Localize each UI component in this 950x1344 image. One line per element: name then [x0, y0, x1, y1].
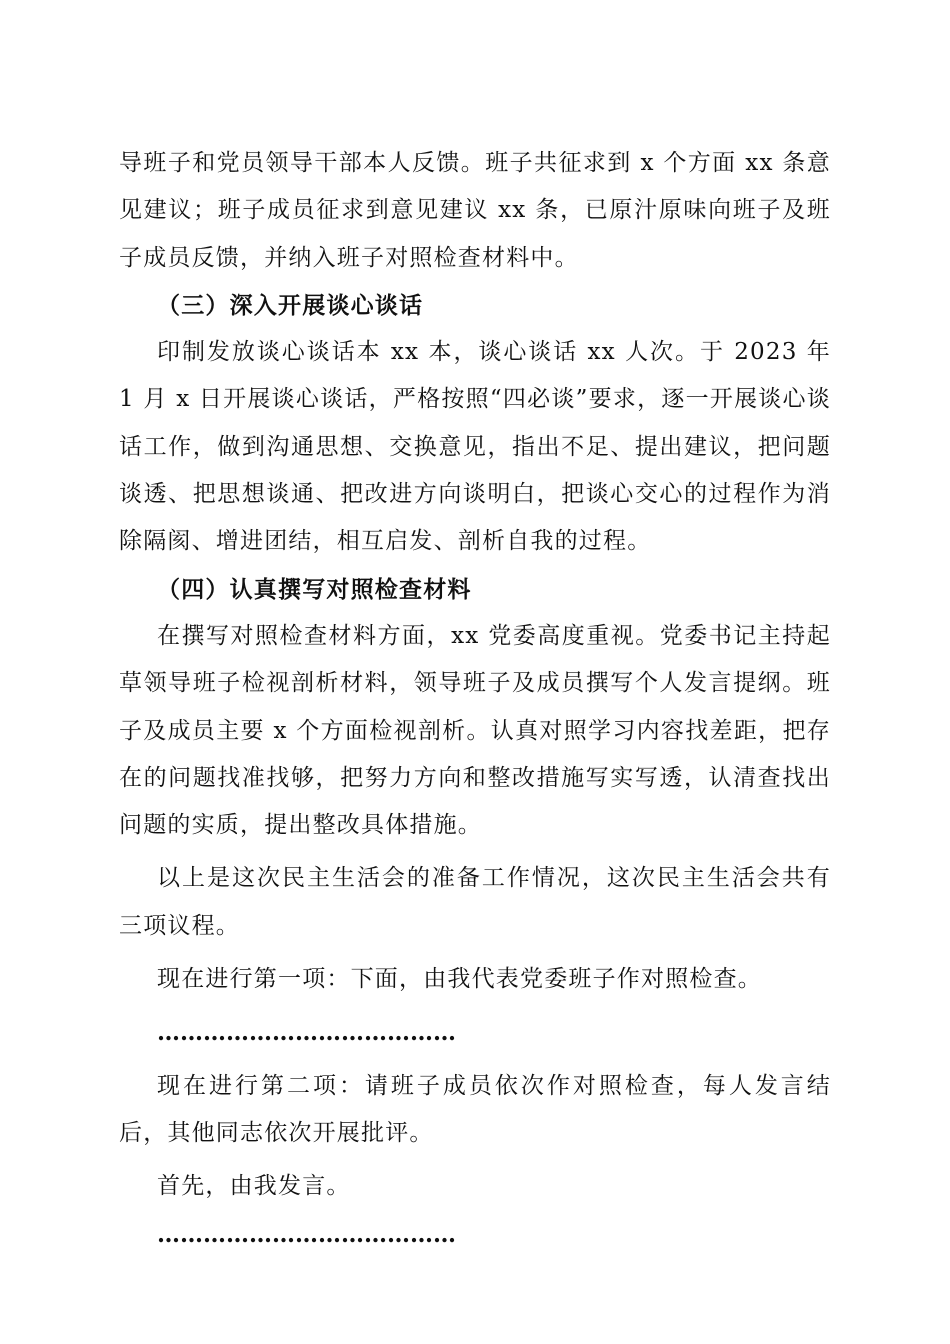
paragraph-item-two: 现在进行第二项：请班子成员依次作对照检查，每人发言结后，其他同志依次开展批评。 — [119, 1072, 831, 1146]
section-heading-3: （三）深入开展谈心谈话 — [157, 291, 424, 319]
paragraph-item-one: 现在进行第一项：下面，由我代表党委班子作对照检查。 — [157, 966, 762, 993]
paragraph-first-speech: 首先，由我发言。 — [157, 1173, 351, 1200]
ellipsis-divider-1: ………………………………… — [157, 1019, 456, 1047]
document-body — [119, 140, 831, 1258]
paragraph-check-materials: 在撰写对照检查材料方面，xx 党委高度重视。党委书记主持起草领导班子检视剖析材料，领导班子及成员撰写个人发言提纲。班子及成员主要 x 个方面检视剖析。认真对照学习内容找差距，把存在的问题找准找够，把努力方向和整改措施写实写透，认清查找出问题的实质，提出整改具体措施。 — [119, 622, 831, 839]
ellipsis-divider-2: ………………………………… — [157, 1220, 456, 1248]
paragraph-heart-talk: 印制发放谈心谈话本 xx 本，谈心谈话 xx 人次。于 2023 年 1 月 x 日开展谈心谈话，严格按照“四必谈”要求，逐一开展谈心谈话工作，做到沟通思想、交换意见，指出不足、提出建议，把问题谈透、把思想谈通、把改进方向谈明白，把谈心交心的过程作为消除隔阂、增进团结，相互启发、剖析自我的过程。 — [119, 339, 831, 555]
paragraph-feedback: 导班子和党员领导干部本人反馈。班子共征求到 x 个方面 xx 条意见建议；班子成员征求到意见建议 xx 条，已原汁原味向班子及班子成员反馈，并纳入班子对照检查材料中。 — [119, 150, 831, 271]
section-heading-4: （四）认真撰写对照检查材料 — [157, 575, 472, 603]
paragraph-agenda-intro: 以上是这次民主生活会的准备工作情况，这次民主生活会共有三项议程。 — [119, 865, 831, 939]
